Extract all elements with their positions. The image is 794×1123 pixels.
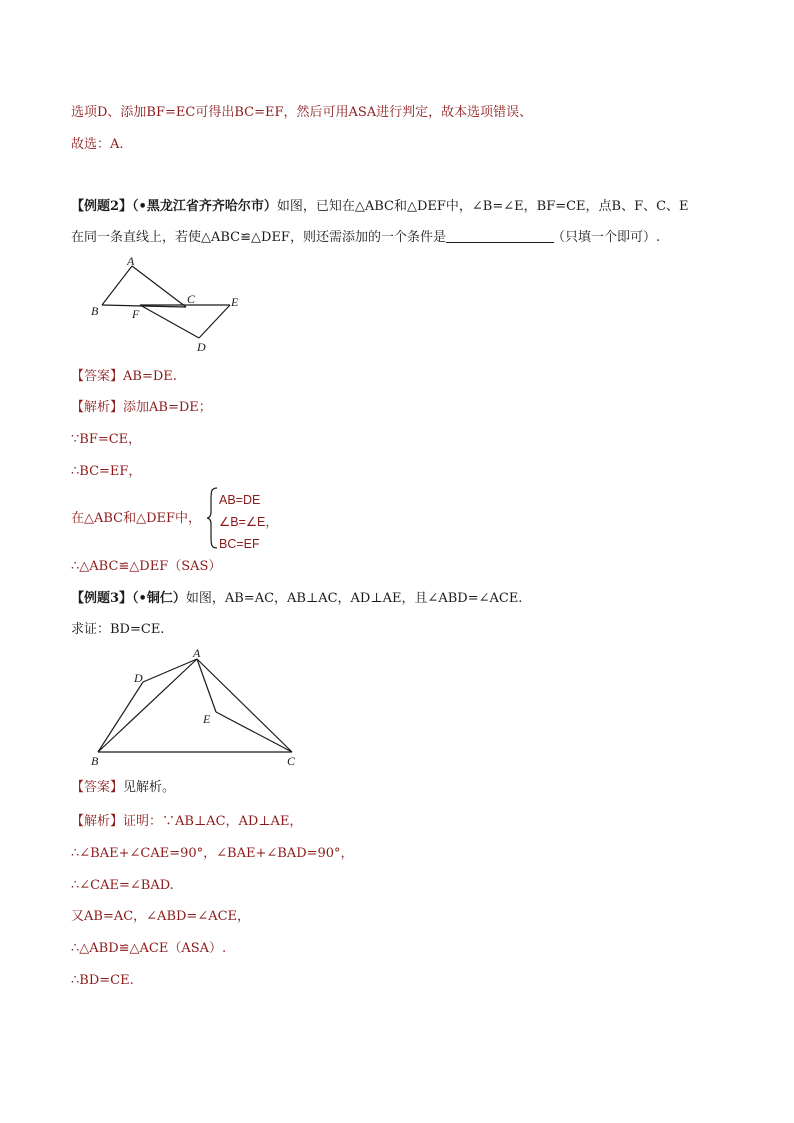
brace-conditions	[219, 489, 278, 555]
fig3-label-e: E	[203, 712, 211, 726]
example2-stem-part-a: 在同一条直线上，若使△ABC≌△DEF，则还需添加的一个条件是	[71, 230, 446, 245]
fig2-label-e: E	[231, 295, 239, 309]
example2-analysis-line3: ∴BC=EF，	[71, 464, 142, 479]
fig2-label-f: F	[132, 307, 140, 321]
example3-analysis-label: 【解析】	[71, 814, 124, 829]
example2-analysis-text: 添加AB=DE；	[123, 400, 212, 415]
example2-stem: 如图，已知在△ABC和△DEF中，∠B=∠E，BF=CE，点B、F、C、E	[276, 199, 689, 214]
example2-stem-line2	[71, 230, 660, 246]
example3-proof-line2: ∴∠BAE+∠CAE=90°，∠BAE+∠BAD=90°，	[71, 846, 354, 861]
example2-figure	[85, 253, 255, 353]
example3-stem	[71, 591, 522, 607]
example3-proof-line4: 又AB=AC，∠ABD=∠ACE，	[71, 909, 251, 924]
example3-answer-text: 见解析。	[123, 780, 176, 795]
example2-source: （•黑龙江省齐齐哈尔市）	[132, 199, 277, 214]
example2-analysis-label: 【解析】	[71, 400, 124, 415]
option-d-text: 选项D、添加BF=EC可得出BC=EF，然后可用ASA进行判定，故本选项错误、	[71, 105, 533, 120]
example3-source: （•铜仁）	[132, 591, 186, 606]
example3-proof-text-1: 证明：∵AB⊥AC，AD⊥AE，	[123, 814, 303, 829]
example3-label: 【例题3】	[71, 591, 133, 606]
example3-answer-label: 【答案】	[71, 780, 124, 795]
left-brace	[205, 486, 219, 550]
fig3-label-b: B	[91, 754, 99, 768]
example2-analysis-line1	[71, 400, 212, 416]
example2-stem-part-b: （只填一个即可）.	[551, 230, 661, 245]
example3-proof-line6: ∴BD=CE.	[71, 973, 134, 988]
brace-tail: ，	[265, 515, 278, 529]
example2-in-triangles: 在△ABC和△DEF中，	[71, 511, 202, 526]
brace-line-2	[219, 511, 278, 533]
choice-text: 故选：A.	[71, 137, 124, 152]
example2-label: 【例题2】	[71, 199, 133, 214]
example2-answer: 【答案】AB=DE.	[71, 369, 177, 384]
fig2-label-a: A	[127, 254, 135, 268]
example2-analysis-line2: ∵BF=CE，	[71, 432, 142, 447]
example3-proof-line3: ∴∠CAE=∠BAD.	[71, 878, 174, 893]
example2-stem-line1	[71, 199, 689, 215]
example3-proof-line1	[71, 814, 302, 830]
example3-figure	[85, 645, 310, 770]
example3-answer	[71, 780, 175, 796]
fig2-label-b: B	[91, 304, 99, 318]
fig3-label-c: C	[287, 754, 296, 768]
example3-proof-line5: ∴△ABD≌△ACE（ASA）.	[71, 941, 227, 956]
answer-blank-underline	[492, 230, 552, 243]
fig3-label-d: D	[134, 671, 143, 685]
fig3-label-a: A	[193, 646, 201, 660]
example3-prove: 求证：BD=CE.	[71, 622, 165, 637]
brace-line-2-text: ∠B=∠E	[219, 515, 266, 529]
brace-line-3: BC=EF	[219, 537, 260, 551]
fig2-label-d: D	[197, 340, 206, 353]
example3-stem-text: 如图，AB=AC，AB⊥AC，AD⊥AE，且∠ABD=∠ACE.	[185, 591, 523, 606]
example2-conclusion: ∴△ABC≌△DEF（SAS）	[71, 559, 222, 574]
fig2-label-c: C	[187, 292, 196, 306]
brace-line-1: AB=DE	[219, 493, 261, 507]
